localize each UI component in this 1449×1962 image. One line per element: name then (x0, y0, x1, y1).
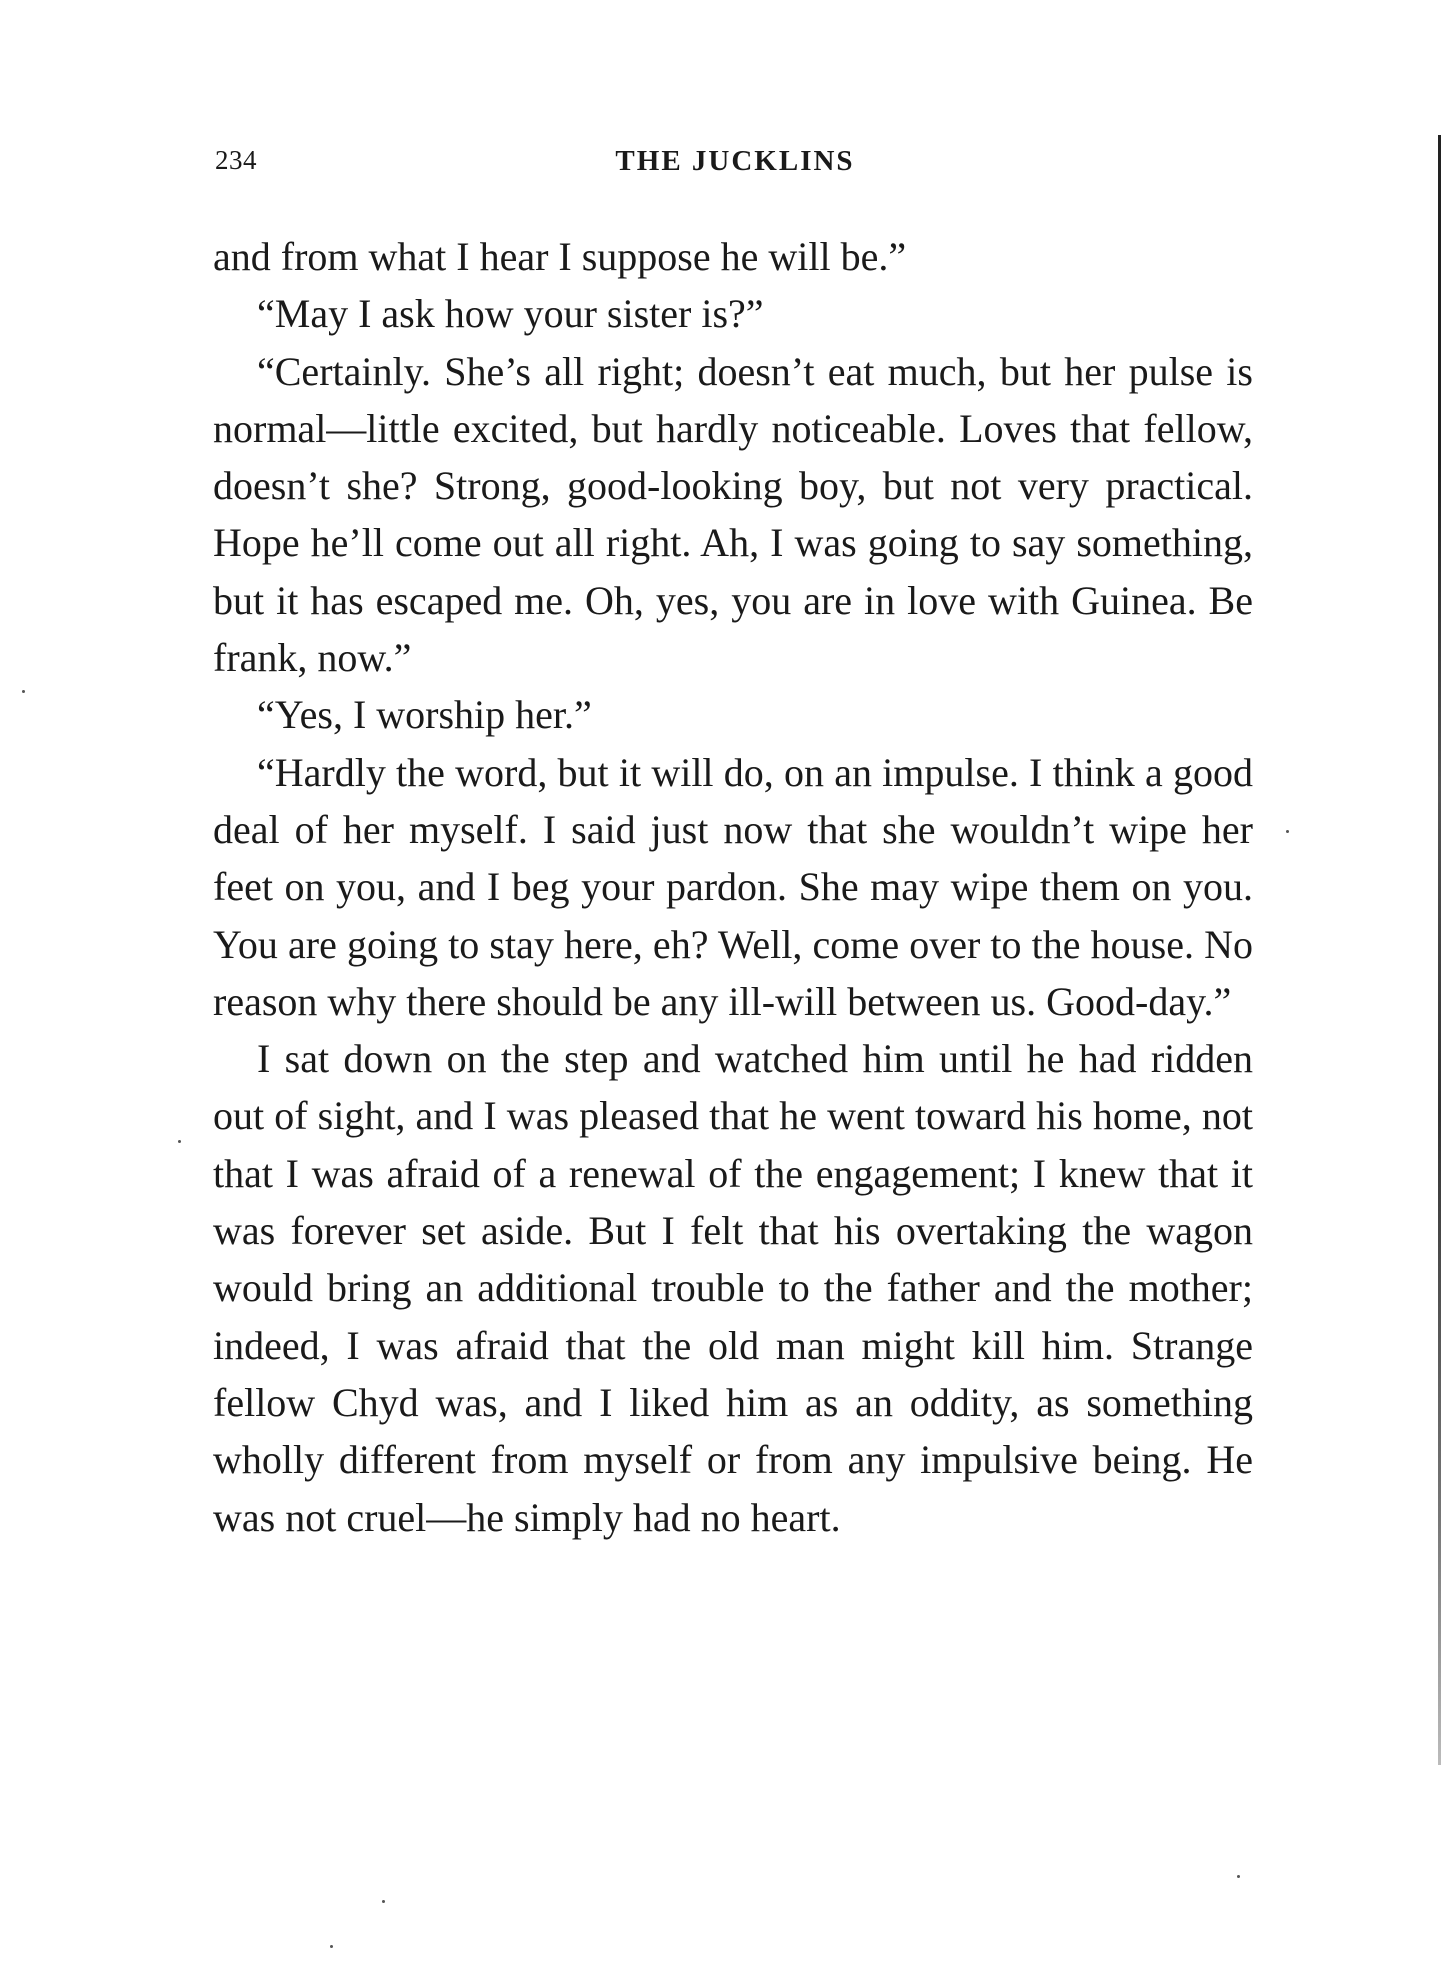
page-header (215, 145, 1255, 185)
paper-speck (1286, 830, 1289, 833)
paragraph: “Certainly. She’s all right; doesn’t eat much, but her pulse is normal—little excited, but hardly noticeable. Loves that fellow, doesn’t she? Strong, good-looking boy, but not very practical. Hope he’ll come out all right. Ah, I was going to say something, but it has escaped me. Oh, yes, you are in love with Guinea. Be frank, now.” (213, 348, 1253, 681)
paper-speck (178, 1140, 181, 1143)
paper-speck (22, 690, 25, 693)
paper-speck (1237, 1875, 1240, 1878)
paragraph: “Yes, I worship her.” (257, 692, 592, 738)
paragraph: “Hardly the word, but it will do, on an impulse. I think a good deal of her myself. I said just now that she wouldn’t wipe her feet on you, and I beg your pardon. She may wipe them on you. You are going to stay here, eh? Well, come over to the house. No reason why there should be any ill-will between us. Good-day.” (213, 749, 1253, 1024)
paper-speck (330, 1945, 333, 1948)
paragraph-continuation: and from what I hear I suppose he will be.” (213, 234, 907, 279)
page-edge-shadow (1438, 135, 1441, 1765)
running-title: THE JUCKLINS (615, 145, 855, 177)
paragraph: “May I ask how your sister is?” (257, 291, 764, 337)
page-number: 234 (215, 145, 257, 175)
body-text (213, 228, 1253, 1546)
paragraph: I sat down on the step and watched him until he had ridden out of sight, and I was pleased that he went toward his home, not that I was afraid of a renewal of the engagement; I knew that it was forever set aside. But I felt that his overtaking the wagon would bring an additional trouble to the father and the mother; indeed, I was afraid that the old man might kill him. Strange fellow Chyd was, and I liked him as an oddity, as something wholly different from myself or from any impulsive being. He was not cruel—he simply had no heart. (213, 1036, 1253, 1540)
paper-speck (382, 1900, 385, 1903)
